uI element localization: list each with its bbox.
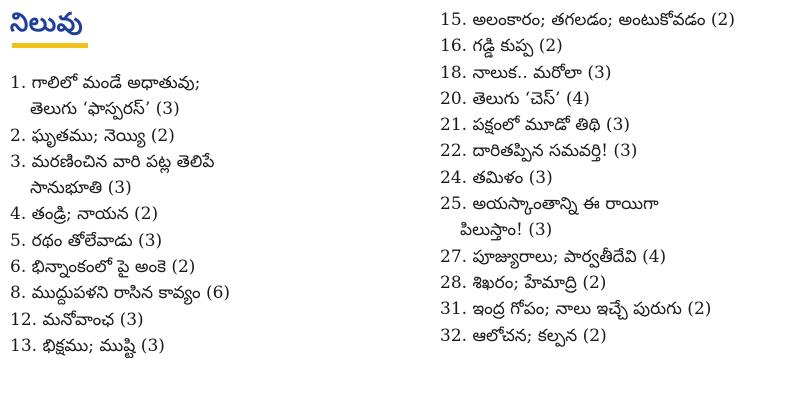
clue-list-left	[10, 70, 380, 359]
clue-21: 21. పక్షంలో మూడో తిథి (3)	[440, 115, 631, 136]
clue-27: 27. పూజ్యురాలు; పార్వతీదేవి (4)	[440, 246, 667, 267]
clue-28: 28. శిఖరం; హేమాద్రి (2)	[440, 272, 607, 293]
clue-8: 8. ముద్దుపళని రాసిన కావ్యం (6)	[10, 283, 231, 304]
clue-25-line-1: 25. అయస్కాంతాన్ని ఈ రాయిగా	[440, 194, 659, 215]
clue-3-line-2: సానుభూతి (3)	[30, 178, 132, 199]
clue-list-right	[440, 7, 800, 349]
clue-15: 15. అలంకారం; తగలడం; అంటుకోవడం (2)	[440, 10, 735, 30]
heading-underline	[12, 43, 88, 48]
clue-5: 5. రథం తోలేవాడు (3)	[10, 230, 163, 251]
clue-1-line-2: తెలుగు ‘ఫాస్పరస్’ (3)	[30, 99, 180, 120]
clue-32: 32. ఆలోచన; కల్పన (2)	[440, 325, 607, 346]
clue-3-line-1: 3. మరణించిన వారి పట్ల తెలిపే	[10, 151, 215, 172]
clue-1-line-1: 1. గాలిలో మండే అధాతువు;	[10, 73, 201, 93]
clue-18: 18. నాలుక.. మరోలా (3)	[440, 62, 612, 83]
clue-2: 2. ఘృతము; నెయ్యి (2)	[10, 125, 175, 146]
clue-25-line-2: పిలుస్తాం! (3)	[460, 220, 553, 241]
clue-12: 12. మనోవాంఛ (3)	[10, 309, 144, 330]
clue-6: 6. భిన్నాంకంలో పై అంకె (2)	[10, 257, 196, 278]
clue-20: 20. తెలుగు ‘చెస్’ (4)	[440, 88, 590, 109]
clue-13: 13. భిక్షము; ముష్టి (3)	[10, 335, 165, 356]
clue-22: 22. దారితప్పిన సమవర్తి! (3)	[440, 141, 638, 162]
clue-4: 4. తండ్రి; నాయన (2)	[10, 204, 159, 225]
section-heading: నిలువు	[10, 8, 84, 38]
clue-16: 16. గడ్డి కుప్ప (2)	[440, 36, 563, 57]
clue-31: 31. ఇంద్ర గోపం; నాలు ఇచ్చే పురుగు (2)	[440, 299, 712, 320]
clue-24: 24. తమిళం (3)	[440, 167, 553, 188]
